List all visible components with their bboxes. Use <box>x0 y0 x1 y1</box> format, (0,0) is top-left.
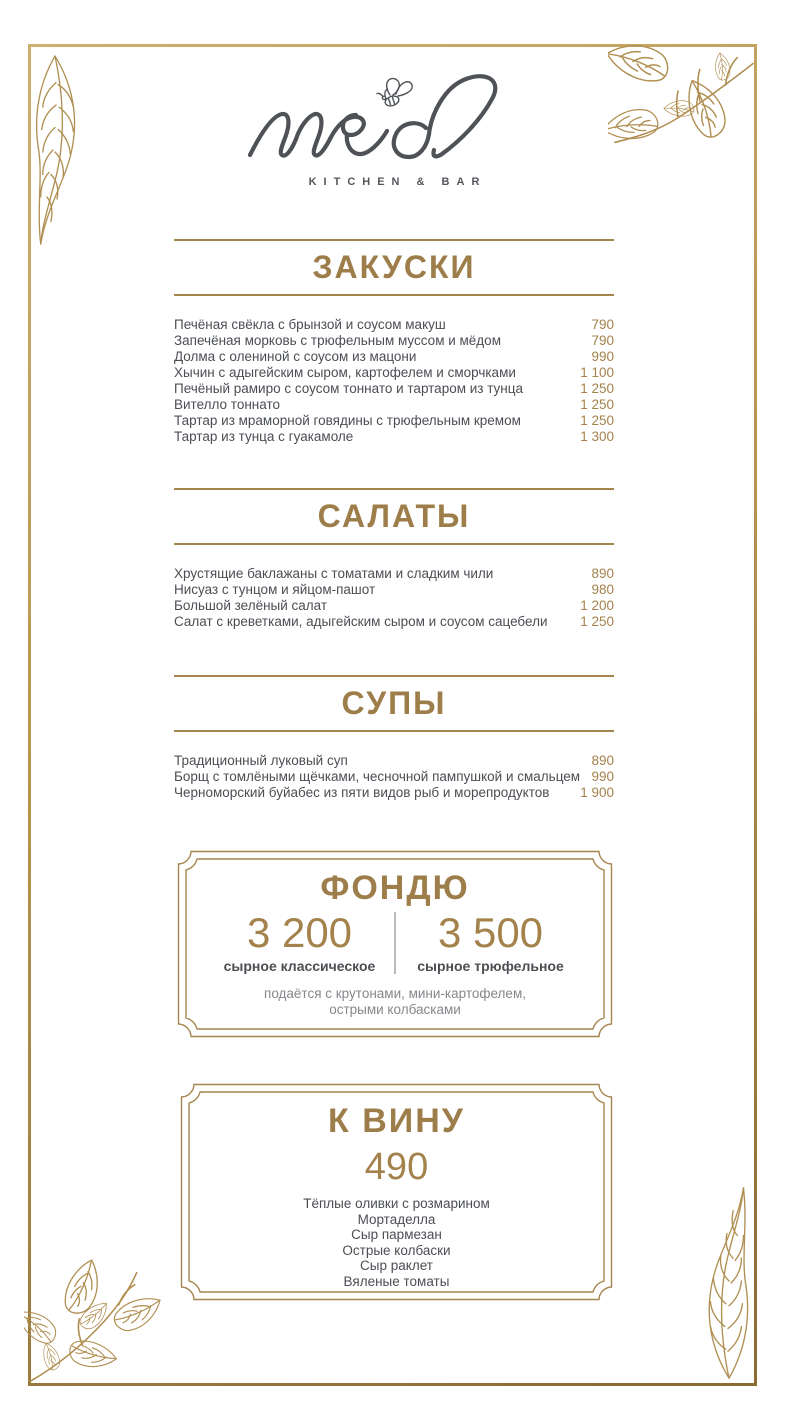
menu-item-row <box>174 598 614 614</box>
section-rule <box>174 543 614 545</box>
ornate-border <box>177 850 613 1038</box>
wine-snack-item: Сыр пармезан <box>351 1227 442 1243</box>
section-title: ЗАКУСКИ <box>312 249 476 285</box>
dish-price: 890 <box>591 753 614 768</box>
menu-item-row <box>174 614 614 630</box>
dish-price: 1 250 <box>580 413 614 428</box>
section-supy <box>174 675 614 801</box>
dish-name: Печёная свёкла с брынзой и соусом макуш <box>174 317 446 332</box>
dish-price: 1 250 <box>580 381 614 396</box>
dish-price: 1 100 <box>580 365 614 380</box>
dish-price: 1 250 <box>580 614 614 629</box>
dish-price: 890 <box>591 566 614 581</box>
section-title: СУПЫ <box>341 685 447 721</box>
wine-snack-item: Острые колбаски <box>342 1242 451 1258</box>
fondue-label: сырное трюфельное <box>417 958 564 974</box>
dish-name: Борщ с томлёными щёчками, чесночной пампушкой и смальцем <box>174 769 581 784</box>
menu-item-row <box>174 429 614 445</box>
dish-name: Большой зелёный салат <box>174 598 328 613</box>
wine-snacks-price: 490 <box>364 1146 429 1188</box>
dish-price: 790 <box>591 333 614 348</box>
dish-name: Печёный рамиро с соусом тоннато и тартаром из тунца <box>174 381 524 396</box>
fondue-box <box>177 850 613 1038</box>
bee-icon <box>377 78 412 107</box>
section-rule <box>174 294 614 296</box>
dish-name: Запечёная морковь с трюфельным муссом и мёдом <box>174 333 501 348</box>
logo-text <box>0 18 1 19</box>
fondue-title: ФОНДЮ <box>320 869 470 907</box>
menu-item-row <box>174 413 614 429</box>
ornate-border <box>180 1083 613 1301</box>
wine-snacks-box <box>180 1083 613 1301</box>
fondue-label: сырное классическое <box>223 958 376 974</box>
wine-snack-item: Мортаделла <box>357 1211 436 1227</box>
fondue-note-line: подаётся с крутонами, мини-картофелем, <box>264 986 526 1001</box>
fondue-note-line: острыми колбасками <box>329 1002 461 1017</box>
dish-name: Хрустящие баклажаны с томатами и сладким чили <box>174 566 494 581</box>
section-salaty <box>174 488 614 630</box>
menu-item-row <box>174 333 614 349</box>
dish-name: Традиционный луковый суп <box>174 753 348 768</box>
menu-item-row <box>174 753 614 769</box>
dish-price: 790 <box>591 317 614 332</box>
dish-price: 1 250 <box>580 397 614 412</box>
dish-name: Нисуаз с тунцом и яйцом-пашот <box>174 582 376 597</box>
section-item-list <box>174 566 614 630</box>
logo-script-strokes <box>250 76 495 157</box>
section-title: САЛАТЫ <box>317 498 471 534</box>
dish-name: Хычин с адыгейским сыром, картофелем и сморчками <box>174 365 516 380</box>
section-item-list <box>174 317 614 445</box>
dish-price: 980 <box>591 582 614 597</box>
fondue-price: 3 500 <box>437 909 544 956</box>
brand-tagline: KITCHEN & BAR <box>308 176 487 188</box>
menu-item-row <box>174 365 614 381</box>
dish-name: Тартар из тунца с гуакамоле <box>174 429 354 444</box>
dish-price: 1 300 <box>580 429 614 444</box>
menu-item-row <box>174 397 614 413</box>
menu-item-row <box>174 785 614 801</box>
dish-name: Долма с олениной с соусом из мацони <box>174 349 417 364</box>
menu-item-row <box>174 381 614 397</box>
dish-name: Салат с креветками, адыгейским сыром и соусом сацебели <box>174 614 548 629</box>
dish-name: Тартар из мраморной говядины с трюфельным кремом <box>174 413 521 428</box>
dish-name: Вителло тоннато <box>174 397 281 412</box>
menu-item-row <box>174 349 614 365</box>
dish-price: 1 900 <box>580 785 614 800</box>
section-zakuski <box>174 239 614 445</box>
menu-item-row <box>174 566 614 582</box>
menu-item-row <box>174 769 614 785</box>
wine-snack-item: Тёплые оливки с розмарином <box>303 1196 490 1211</box>
dish-price: 990 <box>591 349 614 364</box>
menu-page <box>0 18 788 1418</box>
logo-script-med <box>244 70 544 172</box>
menu-item-row <box>174 582 614 598</box>
section-rule <box>174 730 614 732</box>
menu-item-row <box>174 317 614 333</box>
fondue-price: 3 200 <box>246 909 353 956</box>
wine-snacks-title: К ВИНУ <box>328 1102 465 1140</box>
dish-price: 990 <box>591 769 614 784</box>
wine-snack-item: Вяленые томаты <box>343 1273 450 1289</box>
dish-price: 1 200 <box>580 598 614 613</box>
wine-snack-item: Сыр раклет <box>360 1258 433 1274</box>
dish-name: Черноморский буйабес из пяти видов рыб и морепродуктов <box>174 785 550 800</box>
section-item-list <box>174 753 614 801</box>
